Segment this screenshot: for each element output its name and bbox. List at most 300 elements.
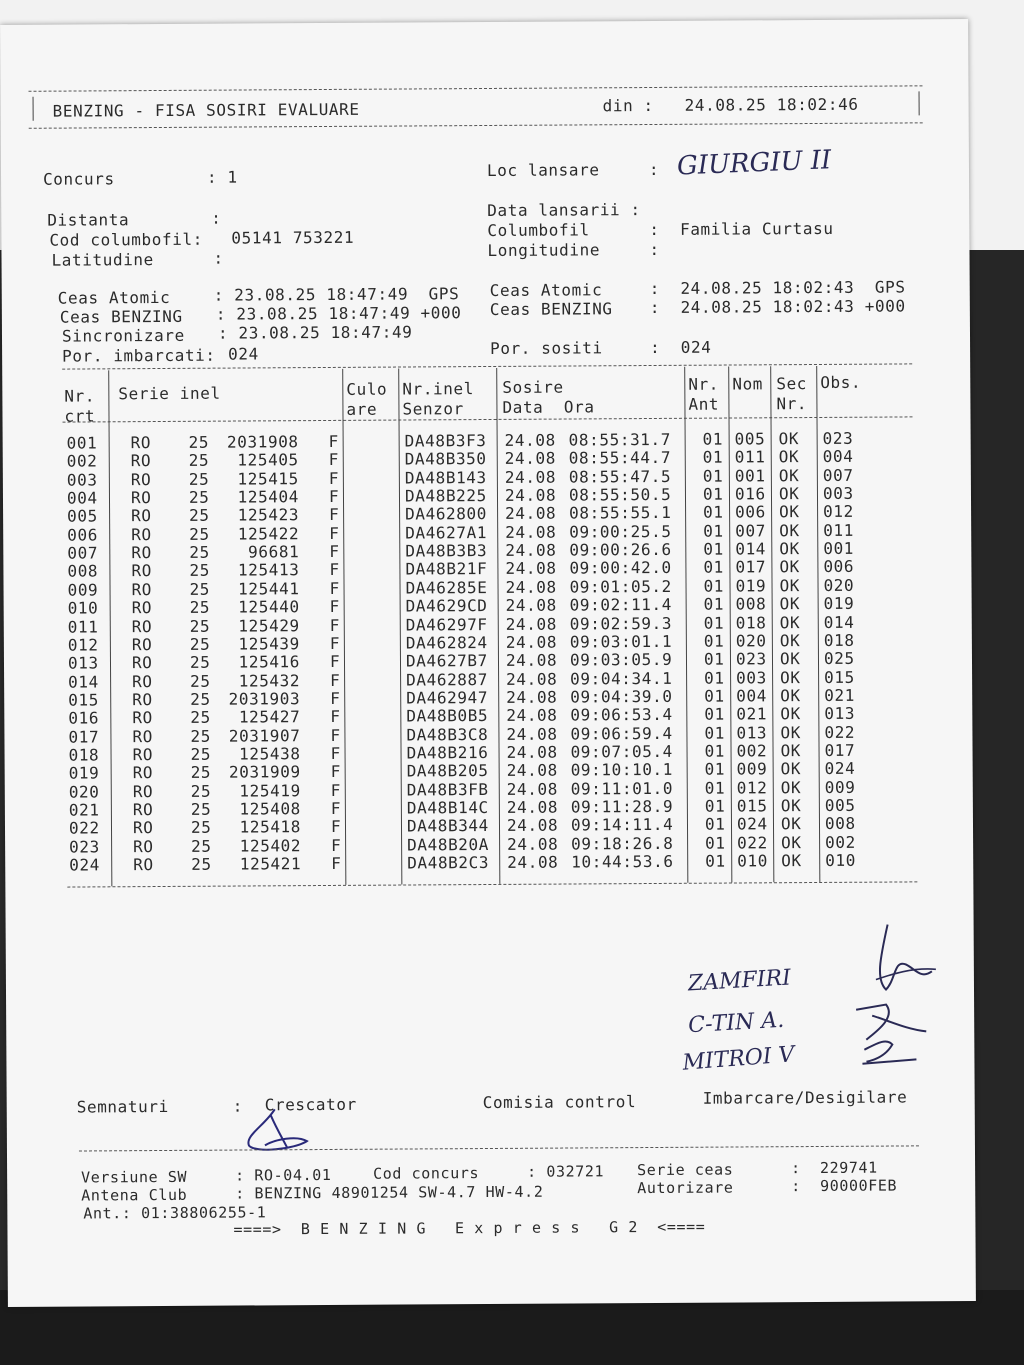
- cell-data: 24.08: [506, 724, 558, 744]
- date-label: din :: [602, 95, 654, 116]
- cell-nr: 008: [67, 561, 99, 582]
- cell-nom: 012: [736, 777, 768, 798]
- cell-obs: 011: [823, 520, 854, 540]
- cell-sex: F: [331, 853, 342, 874]
- cell-nr: 006: [67, 525, 98, 545]
- cell-obs: 024: [824, 759, 856, 779]
- cell-data: 24.08: [506, 669, 558, 689]
- cell-ant: 01: [704, 668, 725, 688]
- clock-right-value: : 24.08.25 18:02:43 GPS: [649, 277, 906, 299]
- cell-ora: 09:04:39.0: [570, 686, 673, 707]
- cell-data: 24.08: [505, 614, 557, 634]
- cell-ora: 09:06:59.4: [570, 723, 673, 744]
- cell-data: 24.08: [505, 540, 557, 560]
- cell-nr: 009: [67, 580, 99, 600]
- cell-an: 25: [191, 854, 212, 874]
- header-nr-bottom: crt: [64, 406, 96, 426]
- cell-ant: 01: [703, 594, 725, 614]
- header-sec-bottom: Nr.: [776, 394, 808, 414]
- clock-left-label: Ceas Atomic: [57, 287, 171, 308]
- serie-ceas-label: Serie ceas: [637, 1160, 734, 1180]
- clock-left-value: : 23.08.25 18:47:49 GPS: [213, 284, 460, 305]
- cell-sec: OK: [779, 612, 801, 632]
- cell-an: 25: [188, 469, 210, 489]
- cell-tara: RO: [132, 708, 153, 728]
- columbofil-label: Columbofil: [487, 220, 590, 240]
- cell-an: 25: [189, 652, 211, 673]
- cell-serie: 125408: [239, 799, 301, 819]
- cell-sec: OK: [780, 741, 802, 761]
- cell-ant: 01: [703, 521, 724, 541]
- cell-tara: RO: [131, 506, 152, 526]
- cell-nom: 018: [735, 612, 767, 632]
- cell-an: 25: [189, 524, 210, 544]
- cell-sex: F: [330, 798, 342, 818]
- cell-nom: 020: [735, 631, 767, 651]
- cell-senzor: DA4627B7: [405, 651, 488, 671]
- cell-obs: 017: [824, 740, 856, 760]
- cell-an: 25: [188, 432, 210, 452]
- cell-ora: 08:55:55.1: [569, 503, 672, 523]
- header-culo-bottom: are: [346, 399, 378, 419]
- date-value: 24.08.25 18:02:46: [684, 94, 859, 115]
- cell-serie: 125429: [238, 615, 300, 636]
- cell-ora: 09:06:53.4: [570, 705, 673, 725]
- cod-concurs-label: Cod concurs: [373, 1164, 480, 1183]
- longitudine-sep: :: [649, 239, 660, 260]
- semnaturi-label: Semnaturi: [76, 1096, 169, 1117]
- cell-ant: 01: [704, 759, 726, 779]
- cell-data: 24.08: [506, 779, 558, 799]
- cell-data: 24.08: [505, 650, 558, 671]
- cell-ant: 01: [704, 796, 726, 816]
- cell-ora: 09:04:34.1: [570, 668, 673, 689]
- cell-tara: RO: [132, 744, 154, 765]
- cell-ant: 01: [703, 613, 725, 633]
- cell-data: 24.08: [505, 503, 557, 524]
- cell-nom: 005: [734, 429, 766, 449]
- cell-serie: 2031907: [228, 725, 301, 746]
- cell-sex: F: [328, 468, 340, 488]
- cell-sec: OK: [778, 465, 800, 485]
- cell-sex: F: [330, 743, 341, 763]
- cell-obs: 019: [823, 593, 855, 614]
- header-left-bar: [33, 97, 34, 121]
- header-ant-bottom: Ant: [688, 394, 720, 414]
- cell-nr: 018: [68, 745, 100, 765]
- cell-obs: 009: [824, 777, 856, 797]
- cell-serie: 125421: [239, 854, 302, 874]
- cell-tara: RO: [132, 726, 153, 746]
- cell-sex: F: [330, 670, 341, 690]
- cell-an: 25: [190, 762, 212, 783]
- cell-serie: 125415: [237, 468, 299, 489]
- cell-nr: 022: [68, 818, 100, 838]
- cell-ora: 09:00:25.5: [569, 521, 672, 542]
- cell-sex: F: [330, 780, 342, 800]
- handwritten-name-1: ZAMFIRI: [687, 965, 792, 997]
- header-ant-top: Nr.: [688, 374, 720, 394]
- cell-tara: RO: [131, 616, 153, 636]
- cell-tara: RO: [130, 488, 152, 508]
- semnaturi-sep: :: [232, 1096, 243, 1116]
- header-serie: Serie inel: [118, 383, 221, 404]
- clock-right-label: Ceas Atomic: [489, 280, 603, 300]
- loc-lansare-sep: :: [648, 159, 660, 180]
- cell-ant: 01: [703, 557, 724, 578]
- cell-sec: OK: [778, 429, 800, 449]
- cell-ant: 01: [703, 539, 724, 559]
- cell-ant: 01: [703, 631, 725, 651]
- cell-sec: OK: [779, 575, 801, 596]
- cell-ora: 09:11:01.0: [570, 778, 674, 799]
- cell-data: 24.08: [505, 522, 557, 542]
- cell-an: 25: [190, 744, 212, 764]
- cell-serie: 125440: [238, 597, 300, 617]
- cell-ant: 01: [705, 833, 726, 853]
- cell-obs: 018: [823, 630, 855, 650]
- cell-sec: OK: [778, 447, 800, 467]
- cell-senzor: DA4629CD: [405, 596, 488, 616]
- cell-an: 25: [190, 707, 211, 728]
- cell-ora: 09:00:26.6: [569, 539, 672, 560]
- cell-sex: F: [328, 450, 340, 470]
- cell-nr: 011: [67, 616, 99, 637]
- cell-sex: F: [329, 541, 340, 562]
- imbarcare-label: Imbarcare/Desigilare: [702, 1087, 908, 1108]
- cell-senzor: DA48B20A: [407, 834, 490, 855]
- cell-ora: 08:55:44.7: [568, 448, 672, 468]
- cell-serie: 125423: [237, 505, 300, 525]
- cell-serie: 125405: [237, 450, 299, 470]
- cell-sec: OK: [781, 851, 802, 871]
- versiune-value: : RO-04.01: [235, 1165, 332, 1185]
- clock-left-label: Ceas BENZING: [59, 306, 183, 327]
- cell-nom: 004: [736, 686, 767, 706]
- antena-label: Antena Club: [81, 1185, 188, 1205]
- cod-concurs-value: : 032721: [527, 1162, 605, 1181]
- cell-obs: 007: [822, 465, 854, 485]
- cell-senzor: DA48B2C3: [407, 853, 490, 873]
- header-nom: Nom: [732, 374, 764, 394]
- header-inel-top: Nr.inel: [402, 379, 475, 399]
- cell-nr: 004: [66, 488, 98, 508]
- cell-nom: 017: [735, 557, 767, 577]
- cell-nom: 014: [735, 539, 767, 559]
- cell-data: 24.08: [506, 797, 559, 817]
- cell-sec: OK: [780, 777, 802, 797]
- cell-an: 25: [190, 726, 211, 746]
- cell-sex: F: [328, 486, 340, 507]
- latitudine-sep: :: [213, 248, 224, 268]
- cell-an: 25: [189, 597, 211, 617]
- cell-sex: F: [330, 817, 342, 837]
- header-right-bar: [919, 91, 920, 115]
- clock-left-value: : 23.08.25 18:47:49 +000: [215, 303, 462, 324]
- header-culo-top: Culo: [346, 379, 388, 399]
- cell-nom: 023: [735, 649, 767, 669]
- cell-ora: 09:03:05.9: [569, 650, 673, 670]
- concurs-label: Concurs: [42, 169, 115, 189]
- printed-report: [0, 19, 976, 1307]
- cell-senzor: DA46297F: [405, 614, 488, 635]
- cell-obs: 025: [823, 648, 855, 669]
- cell-sex: F: [329, 597, 340, 617]
- cell-tara: RO: [132, 689, 153, 710]
- cell-sex: F: [329, 633, 341, 653]
- cell-nom: 008: [735, 594, 767, 614]
- cell-sec: OK: [779, 649, 801, 669]
- crescator-label: Crescator: [264, 1094, 357, 1115]
- cell-serie: 125438: [239, 744, 301, 764]
- clock-left-label: Sincronizare: [61, 325, 185, 346]
- cell-sex: F: [328, 431, 339, 451]
- cell-sec: OK: [779, 520, 800, 540]
- cell-data: 24.08: [506, 760, 558, 781]
- cell-sec: OK: [779, 594, 801, 614]
- cell-data: 24.08: [504, 485, 557, 505]
- header-sosire-bottom: Data Ora: [502, 397, 595, 417]
- cell-sec: OK: [779, 502, 800, 522]
- table-header-rule: [63, 416, 913, 422]
- cell-ant: 01: [703, 502, 724, 523]
- cell-ant: 01: [702, 466, 724, 486]
- cell-tara: RO: [133, 855, 154, 875]
- header-obs: Obs.: [820, 372, 862, 392]
- cell-serie: 125422: [237, 523, 300, 544]
- cell-an: 25: [190, 689, 211, 709]
- cell-ant: 01: [702, 447, 724, 468]
- header-sec-top: Sec: [776, 374, 808, 394]
- header-sosire-top: Sosire: [502, 377, 564, 397]
- cell-nr: 023: [69, 837, 100, 857]
- cell-tara: RO: [130, 451, 152, 471]
- cell-ora: 09:11:28.9: [570, 796, 674, 817]
- col-divider-ant: [728, 367, 732, 883]
- cell-obs: 006: [823, 557, 855, 577]
- cod-columbofil-value: 05141 753221: [231, 227, 355, 248]
- cell-ora: 09:02:59.3: [569, 613, 673, 633]
- cell-senzor: DA4627A1: [405, 522, 488, 543]
- cell-data: 24.08: [504, 467, 557, 487]
- cell-nr: 001: [66, 433, 98, 453]
- cell-nom: 007: [735, 521, 766, 541]
- cell-serie: 125413: [237, 560, 300, 580]
- cell-sec: OK: [780, 796, 802, 816]
- cell-senzor: DA48B205: [406, 761, 489, 781]
- cell-nom: 010: [737, 851, 768, 871]
- latitudine-label: Latitudine: [51, 250, 154, 270]
- cell-serie: 125404: [237, 487, 300, 507]
- cell-tara: RO: [131, 634, 153, 655]
- antena-value: : BENZING 48901254 SW-4.7 HW-4.2: [235, 1182, 544, 1203]
- longitudine-label: Longitudine: [487, 240, 601, 260]
- cell-ora: 09:07:05.4: [570, 741, 673, 762]
- header-top-rule: [28, 85, 922, 91]
- cell-senzor: DA46285E: [405, 577, 488, 598]
- cell-serie: 125419: [239, 780, 301, 801]
- cell-nom: 019: [735, 576, 767, 596]
- cell-ora: 10:44:53.6: [571, 851, 674, 872]
- cell-nom: 015: [736, 796, 768, 816]
- cell-an: 25: [189, 579, 211, 599]
- cell-senzor: DA48B350: [404, 449, 487, 469]
- cell-tara: RO: [132, 818, 154, 838]
- cell-nr: 020: [68, 782, 100, 802]
- cell-senzor: DA48B3B3: [405, 541, 488, 561]
- cell-serie: 96681: [248, 542, 300, 562]
- cell-nom: 016: [734, 484, 766, 504]
- cell-sex: F: [329, 578, 340, 598]
- cell-an: 25: [189, 561, 210, 581]
- sositi-label: Por. sositi: [490, 338, 603, 358]
- cell-sec: OK: [780, 722, 801, 742]
- cell-sec: OK: [780, 759, 802, 779]
- express-banner: ====> B E N Z I N G E x p r e s s G 2 <====: [233, 1217, 706, 1239]
- cell-serie: 125432: [238, 670, 301, 691]
- cell-sex: F: [330, 762, 341, 782]
- cell-sex: F: [330, 707, 341, 727]
- cell-sec: OK: [779, 557, 800, 577]
- cell-sex: F: [329, 615, 341, 635]
- cell-tara: RO: [131, 653, 153, 673]
- cell-ora: 09:10:10.1: [570, 760, 674, 780]
- cell-obs: 005: [824, 795, 856, 815]
- cell-ant: 01: [704, 704, 725, 724]
- clock-right-value: : 24.08.25 18:02:43 +000: [649, 296, 906, 318]
- footer-rule: [79, 1145, 919, 1151]
- cell-an: 25: [189, 542, 210, 562]
- cell-obs: 023: [822, 428, 854, 448]
- cell-obs: 001: [823, 538, 855, 559]
- cell-data: 24.08: [506, 705, 558, 726]
- cell-nr: 007: [67, 543, 99, 563]
- cell-obs: 021: [824, 685, 855, 705]
- cell-nr: 024: [69, 855, 100, 875]
- cell-data: 24.08: [504, 448, 556, 469]
- cell-nom: 022: [737, 832, 768, 853]
- loc-lansare-label: Loc lansare: [486, 160, 600, 180]
- clock-right-label: Ceas BENZING: [489, 299, 613, 319]
- cell-sec: OK: [780, 685, 801, 706]
- cell-nom: 011: [734, 447, 766, 467]
- col-divider-senzor: [496, 368, 500, 884]
- clock-left-value: : 23.08.25 18:47:49: [217, 322, 413, 343]
- cell-tara: RO: [131, 524, 152, 544]
- cell-data: 24.08: [506, 815, 559, 836]
- cell-ora: 08:55:47.5: [568, 466, 672, 487]
- cell-serie: 2031908: [226, 432, 299, 452]
- header-bottom-rule: [29, 122, 923, 128]
- cell-senzor: DA462887: [406, 669, 489, 690]
- cell-sex: F: [329, 523, 340, 543]
- cell-senzor: DA48B14C: [406, 797, 489, 818]
- comisia-label: Comisia control: [482, 1092, 637, 1113]
- cell-obs: 022: [824, 722, 856, 742]
- cell-an: 25: [188, 487, 210, 507]
- cell-data: 24.08: [505, 577, 557, 597]
- cell-ora: 09:18:26.8: [571, 833, 674, 854]
- cell-nom: 024: [736, 814, 768, 834]
- cell-nr: 003: [66, 470, 98, 490]
- cell-obs: 014: [823, 612, 855, 632]
- sositi-value: : 024: [650, 337, 712, 358]
- report-title: BENZING - FISA SOSIRI EVALUARE: [52, 99, 360, 121]
- cell-tara: RO: [133, 836, 154, 856]
- cell-sec: OK: [780, 667, 801, 687]
- cell-nr: 015: [68, 690, 99, 710]
- crescator-signature: [235, 1105, 325, 1156]
- cell-senzor: DA48B0B5: [406, 706, 489, 726]
- versiune-label: Versiune SW: [81, 1167, 188, 1187]
- cell-serie: 125402: [239, 835, 302, 856]
- cell-senzor: DA48B225: [404, 486, 487, 506]
- autorizare-value: : 90000FEB: [791, 1176, 898, 1196]
- cell-data: 24.08: [507, 834, 559, 854]
- col-divider-sec: [816, 366, 820, 882]
- cell-nr: 002: [66, 451, 98, 471]
- cell-sex: F: [330, 688, 341, 708]
- cell-sex: F: [329, 560, 340, 580]
- cell-data: 24.08: [507, 852, 559, 872]
- cell-ora: 09:01:05.2: [569, 576, 672, 597]
- cell-nom: 021: [736, 704, 768, 724]
- cell-tara: RO: [132, 800, 154, 820]
- cell-senzor: DA48B21F: [405, 559, 488, 579]
- cell-senzor: DA48B143: [404, 467, 487, 488]
- cod-columbofil-label: Cod columbofil:: [49, 229, 203, 250]
- cell-sex: F: [329, 505, 340, 525]
- cell-nr: 017: [68, 726, 100, 747]
- cell-ant: 01: [704, 741, 726, 761]
- cell-ora: 09:14:11.4: [570, 815, 674, 835]
- data-lansarii-label: Data lansarii :: [487, 200, 641, 220]
- cell-nom: 013: [736, 722, 768, 743]
- cell-senzor: DA48B344: [406, 816, 489, 836]
- cell-tara: RO: [130, 433, 152, 453]
- cell-sec: OK: [781, 832, 802, 852]
- imbarcati-label: Por. imbarcati:: [62, 345, 216, 366]
- cell-sec: OK: [779, 539, 800, 559]
- cell-ant: 01: [705, 851, 726, 871]
- cell-an: 25: [189, 634, 211, 654]
- cell-senzor: DA462800: [405, 504, 488, 524]
- cell-tara: RO: [131, 579, 153, 599]
- header-nr-top: Nr.: [64, 386, 96, 406]
- cell-serie: 125427: [238, 707, 301, 727]
- cell-senzor: DA48B3F3: [404, 431, 487, 451]
- committee-signatures: [836, 919, 947, 1070]
- col-divider-nr: [108, 370, 112, 886]
- cell-obs: 015: [824, 667, 855, 687]
- cell-senzor: DA48B3FB: [406, 779, 489, 800]
- cell-sex: F: [329, 652, 341, 672]
- cell-nr: 005: [67, 506, 98, 526]
- cell-obs: 004: [822, 447, 854, 467]
- cell-data: 24.08: [505, 595, 557, 616]
- cell-an: 25: [190, 818, 212, 838]
- header-inel-bottom: Senzor: [402, 399, 464, 419]
- col-divider-culoare: [398, 369, 402, 885]
- cell-serie: 125441: [238, 578, 300, 599]
- cell-an: 25: [191, 836, 212, 856]
- table-bottom-rule: [67, 881, 917, 887]
- cell-ora: 09:03:01.1: [569, 631, 673, 652]
- cell-nr: 016: [68, 708, 100, 728]
- cell-nr: 019: [68, 763, 100, 783]
- cell-obs: 010: [825, 850, 856, 870]
- cell-nr: 013: [67, 653, 99, 673]
